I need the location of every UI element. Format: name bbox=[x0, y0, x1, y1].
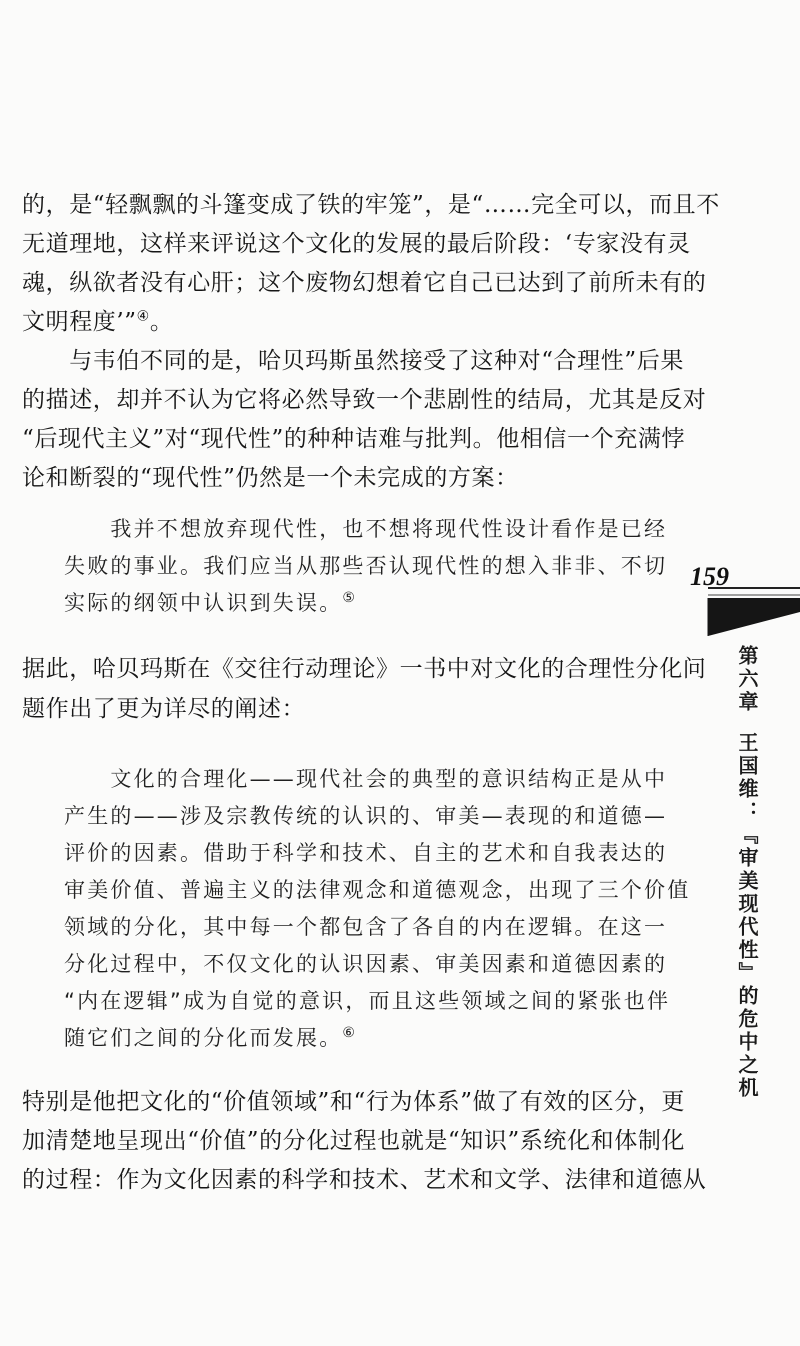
quote-line: 评价的因素。借助于科学和技术、自主的艺术和自我表达的 bbox=[64, 841, 668, 865]
body-line: 加清楚地呈现出“价值”的分化过程也就是“知识”系统化和体制化 bbox=[22, 1128, 686, 1154]
body-line: 据此，哈贝玛斯在《交往行动理论》一书中对文化的合理性分化问 bbox=[22, 656, 707, 682]
body-line: 特别是他把文化的“价值领域”和“行为体系”做了有效的区分，更 bbox=[22, 1089, 686, 1115]
footnote-marker[interactable]: ④ bbox=[136, 308, 150, 325]
quote-line: 产生的——涉及宗教传统的认识的、审美—表现的和道德— bbox=[64, 804, 668, 828]
chapter-label: 第六章 bbox=[735, 645, 759, 714]
footnote-marker[interactable]: ⑥ bbox=[342, 1025, 358, 1041]
quote-text: 实际的纲领中认识到失误。 bbox=[64, 591, 343, 615]
body-line: 的过程：作为文化因素的科学和技术、艺术和文学、法律和道德从 bbox=[22, 1167, 707, 1193]
quote-line: “内在逻辑”成为自觉的意识，而且这些领域之间的紧张也伴 bbox=[64, 989, 671, 1013]
quote-line: 审美价值、普遍主义的法律观念和道德观念，出现了三个价值 bbox=[64, 878, 691, 902]
body-line: 魂，纵欲者没有心肝；这个废物幻想着它自己已达到了前所未有的 bbox=[22, 270, 707, 296]
quote-line bbox=[64, 1022, 357, 1052]
running-head bbox=[722, 645, 762, 1100]
body-line: 论和断裂的“现代性”仍然是一个未完成的方案： bbox=[22, 465, 519, 491]
body-line: 的，是“轻飘飘的斗篷变成了铁的牢笼”，是“……完全可以，而且不 bbox=[22, 192, 720, 218]
body-text: 。 bbox=[149, 309, 174, 335]
quote-line bbox=[64, 587, 357, 617]
quote-line: 分化过程中，不仅文化的认识因素、审美因素和道德因素的 bbox=[64, 952, 668, 976]
quote-text: 随它们之间的分化而发展。 bbox=[64, 1026, 343, 1050]
body-line bbox=[22, 303, 173, 336]
body-line: 题作出了更为详尽的阐述： bbox=[22, 696, 306, 722]
body-line: 无道理地，这样来评说这个文化的发展的最后阶段：‘专家没有灵 bbox=[22, 231, 691, 257]
footnote-marker[interactable]: ⑤ bbox=[342, 590, 358, 606]
chapter-title: 王国维：『审美现代性』的危中之机 bbox=[735, 732, 759, 1100]
page-number: 159 bbox=[690, 562, 729, 591]
quote-line: 文化的合理化——现代社会的典型的意识结构正是从中 bbox=[64, 767, 668, 791]
quote-line: 领域的分化，其中每一个都包含了各自的内在逻辑。在这一 bbox=[64, 915, 668, 939]
quote-line: 失败的事业。我们应当从那些否认现代性的想入非非、不切 bbox=[64, 554, 668, 578]
body-line: 与韦伯不同的是，哈贝玛斯虽然接受了这种对“合理性”后果 bbox=[22, 348, 684, 374]
body-line: “后现代主义”对“现代性”的种种诘难与批判。他相信一个充满悖 bbox=[22, 426, 686, 452]
quote-line: 我并不想放弃现代性，也不想将现代性设计看作是已经 bbox=[64, 517, 668, 541]
body-text: 文明程度’” bbox=[22, 309, 137, 335]
body-line: 的描述，却并不认为它将必然导致一个悲剧性的结局，尤其是反对 bbox=[22, 387, 707, 413]
